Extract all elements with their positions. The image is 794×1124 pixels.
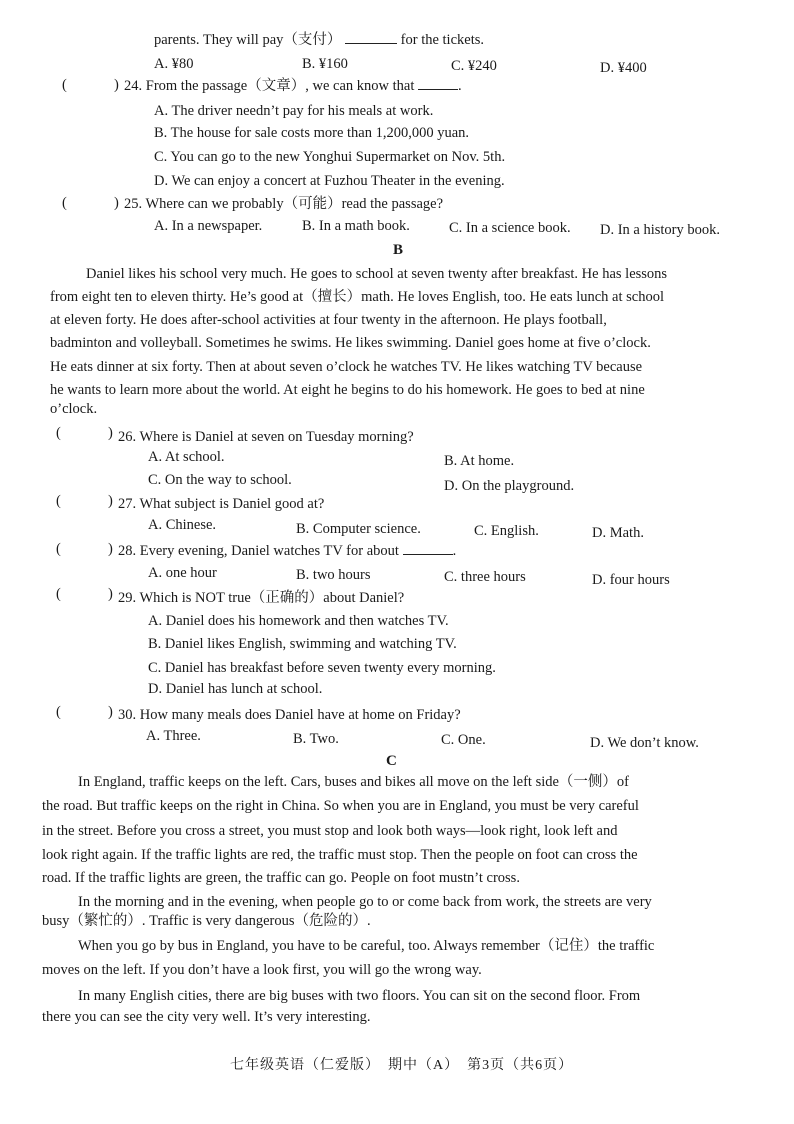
q27-stem: 27. What subject is Daniel good at? [118,496,325,512]
option: B. Computer science. [296,521,421,537]
passage-line: In England, traffic keeps on the left. Cars, buses and bikes all move on the left side（一侧）of [78,774,629,790]
passage-line: in the street. Before you cross a street, you must stop and look both ways—look right, look left and [42,823,618,839]
answer-paren-close: ) [108,425,113,441]
section-heading-b: B [393,242,404,258]
answer-blank [403,542,453,555]
option: D. On the playground. [444,478,575,494]
section-heading-c: C [386,753,397,769]
q30-stem: 30. How many meals does Daniel have at home on Friday? [118,707,461,723]
option: B. Daniel likes English, swimming and watching TV. [148,636,457,652]
q25-stem: 25. Where can we probably（可能）read the passage? [124,196,444,212]
option: A. Three. [146,728,201,744]
q23-stem: parents. They will pay（支付） for the tickets. [154,32,485,48]
option: D. ¥400 [600,60,647,76]
passage-line: there you can see the city very well. It’s very interesting. [42,1009,371,1025]
answer-paren-close: ) [108,541,113,557]
answer-paren-close: ) [108,586,113,602]
option: D. In a history book. [600,222,721,238]
answer-paren-close: ) [114,195,119,211]
option: A. The driver needn’t pay for his meals at work. [154,103,434,119]
passage-line: He eats dinner at six forty. Then at about seven o’clock he watches TV. He likes watching TV because [50,359,643,375]
option: B. Two. [293,731,339,747]
q24-stem: 24. From the passage（文章）, we can know that . [124,78,462,94]
passage-line: look right again. If the traffic lights are red, the traffic must stop. Then the people on foot can cross the [42,847,638,863]
q26-stem: 26. Where is Daniel at seven on Tuesday morning? [118,429,414,445]
answer-paren-close: ) [108,704,113,720]
passage-line: he wants to learn more about the world. At eight he begins to do his homework. He goes to bed at nine [50,382,645,398]
passage-line: moves on the left. If you don’t have a look first, you will go the wrong way. [42,962,482,978]
option: C. In a science book. [449,220,571,236]
passage-line: busy（繁忙的）. Traffic is very dangerous（危险的）. [42,913,371,929]
passage-line: the road. But traffic keeps on the right in China. So when you are in England, you must be very careful [42,798,639,814]
answer-paren-close: ) [114,77,119,93]
passage-line: Daniel likes his school very much. He goes to school at seven twenty after breakfast. He has lessons [86,266,668,282]
option: C. One. [441,732,486,748]
option: B. The house for sale costs more than 1,200,000 yuan. [154,125,470,141]
option: C. English. [474,523,539,539]
passage-line: In the morning and in the evening, when people go to or come back from work, the streets are very [78,894,652,910]
option: B. ¥160 [302,56,348,72]
option: D. four hours [592,572,670,588]
option: C. On the way to school. [148,472,292,488]
answer-paren-open: ( [56,541,61,557]
page-footer: 七年级英语（仁爱版） 期中（A） 第3页（共6页） [230,1058,574,1073]
passage-line: o’clock. [50,401,98,417]
q28-stem: 28. Every evening, Daniel watches TV for about . [118,543,457,559]
answer-blank [345,31,397,44]
passage-line: from eight ten to eleven thirty. He’s good at（擅长）math. He loves English, too. He eats lunch at school [50,289,664,305]
option: A. ¥80 [154,56,194,72]
answer-paren-open: ( [62,195,67,211]
passage-line: When you go by bus in England, you have to be careful, too. Always remember（记住）the traffic [78,938,655,954]
passage-line: In many English cities, there are big buses with two floors. You can sit on the second floor. From [78,988,641,1004]
passage-line: at eleven forty. He does after-school activities at four twenty in the afternoon. He plays football, [50,312,607,328]
answer-blank [418,77,458,90]
option: B. In a math book. [302,218,410,234]
option: D. Daniel has lunch at school. [148,681,323,697]
option: C. You can go to the new Yonghui Supermarket on Nov. 5th. [154,149,506,165]
option: A. one hour [148,565,217,581]
option: D. We don’t know. [590,735,699,751]
option: D. Math. [592,525,644,541]
option: D. We can enjoy a concert at Fuzhou Theater in the evening. [154,173,505,189]
option: B. At home. [444,453,515,469]
answer-paren-open: ( [56,704,61,720]
option: A. At school. [148,449,225,465]
option: B. two hours [296,567,371,583]
answer-paren-open: ( [56,586,61,602]
option: A. Daniel does his homework and then watches TV. [148,613,449,629]
q29-stem: 29. Which is NOT true（正确的）about Daniel? [118,590,405,606]
option: A. Chinese. [148,517,217,533]
option: A. In a newspaper. [154,218,263,234]
passage-line: badminton and volleyball. Sometimes he swims. He likes swimming. Daniel goes home at five o’clock. [50,335,651,351]
answer-paren-close: ) [108,493,113,509]
option: C. three hours [444,569,526,585]
option: C. ¥240 [451,58,497,74]
passage-line: road. If the traffic lights are green, the traffic can go. People on foot mustn’t cross. [42,870,520,886]
answer-paren-open: ( [56,493,61,509]
answer-paren-open: ( [56,425,61,441]
answer-paren-open: ( [62,77,67,93]
option: C. Daniel has breakfast before seven twenty every morning. [148,660,496,676]
